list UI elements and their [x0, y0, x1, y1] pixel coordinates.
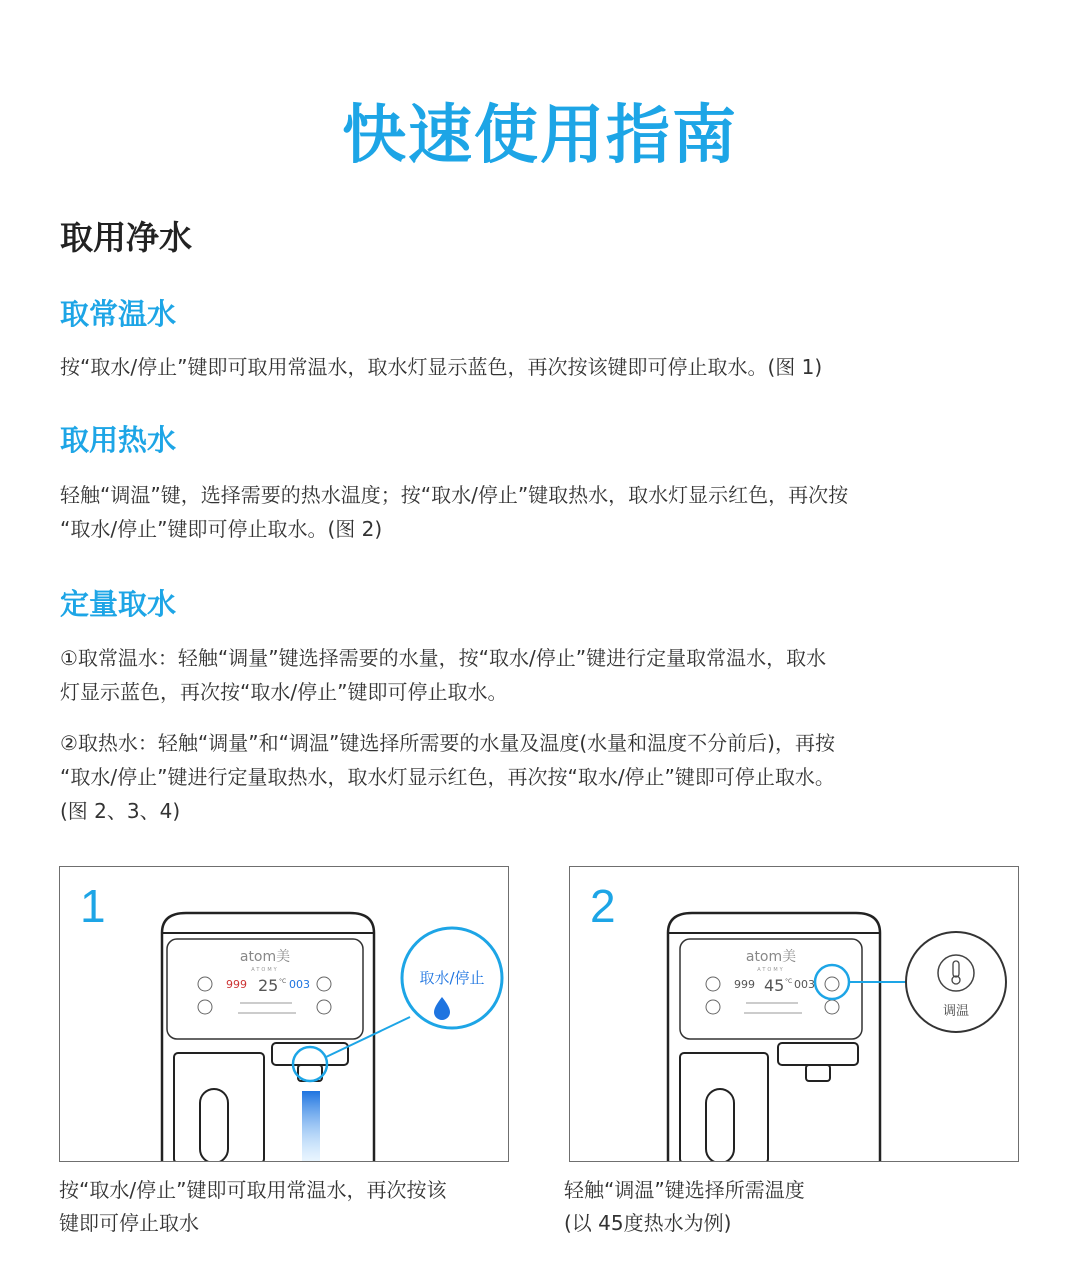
- section-heading: 取用净水: [60, 218, 192, 257]
- paragraph-quantity-2-line2: “取水/停止”键进行定量取热水，取水灯显示红色，再次按“取水/停止”键即可停止取水。: [60, 765, 835, 789]
- callout-label: 取水/停止: [419, 969, 485, 987]
- paragraph-quantity-2-line3: (图 2、3、4): [60, 799, 181, 823]
- figure-2-caption-line1: 轻触“调温”键选择所需温度: [564, 1178, 805, 1202]
- display-temperature: 25: [258, 976, 279, 995]
- figure-1-caption-line1: 按“取水/停止”键即可取用常温水，再次按该: [59, 1178, 447, 1202]
- brand-logo: atom美: [745, 949, 797, 965]
- display-right-value: 003: [794, 978, 815, 991]
- paragraph-quantity-1-line2: 灯显示蓝色，再次按“取水/停止”键即可停止取水。: [60, 680, 508, 704]
- paragraph-room-temp-water: 按“取水/停止”键即可取用常温水，取水灯显示蓝色，再次按该键即可停止取水。(图 1): [60, 355, 823, 379]
- subheading-room-temp-water: 取常温水: [60, 297, 177, 331]
- dispenser-illustration-2: [570, 867, 1019, 1162]
- figure-1: [59, 866, 509, 1162]
- brand-subtitle: ATOMY: [251, 967, 279, 973]
- paragraph-quantity-2-line1: ②取热水：轻触“调量”和“调温”键选择所需要的水量及温度(水量和温度不分前后)，再按: [60, 731, 835, 755]
- subheading-quantity-water: 定量取水: [60, 587, 177, 621]
- dispenser-illustration-1: [60, 867, 509, 1162]
- figure-2: [569, 866, 1019, 1162]
- display-left-value: 999: [226, 978, 247, 991]
- brand-logo: atom美: [239, 949, 291, 965]
- figure-1-caption-line2: 键即可停止取水: [59, 1211, 199, 1235]
- brand-subtitle: ATOMY: [757, 967, 785, 973]
- paragraph-quantity-1-line1: ①取常温水：轻触“调量”键选择需要的水量，按“取水/停止”键进行定量取常温水，取水: [60, 646, 827, 670]
- display-temperature-unit: °C: [279, 978, 287, 985]
- figure-number: 1: [80, 880, 106, 932]
- paragraph-hot-water-line2: “取水/停止”键即可停止取水。(图 2): [60, 517, 383, 541]
- callout-label: 调温: [942, 1004, 970, 1019]
- display-right-value: 003: [289, 978, 310, 991]
- display-left-value: 999: [734, 978, 755, 991]
- page-title: 快速使用指南: [342, 99, 738, 173]
- display-temperature: 45: [764, 976, 785, 995]
- display-temperature-unit: °C: [785, 978, 793, 985]
- figure-number: 2: [590, 880, 616, 932]
- figure-2-caption-line2: (以 45度热水为例): [564, 1211, 732, 1235]
- subheading-hot-water: 取用热水: [60, 423, 177, 457]
- paragraph-hot-water-line1: 轻触“调温”键，选择需要的热水温度；按“取水/停止”键取热水，取水灯显示红色，再次按: [60, 483, 849, 507]
